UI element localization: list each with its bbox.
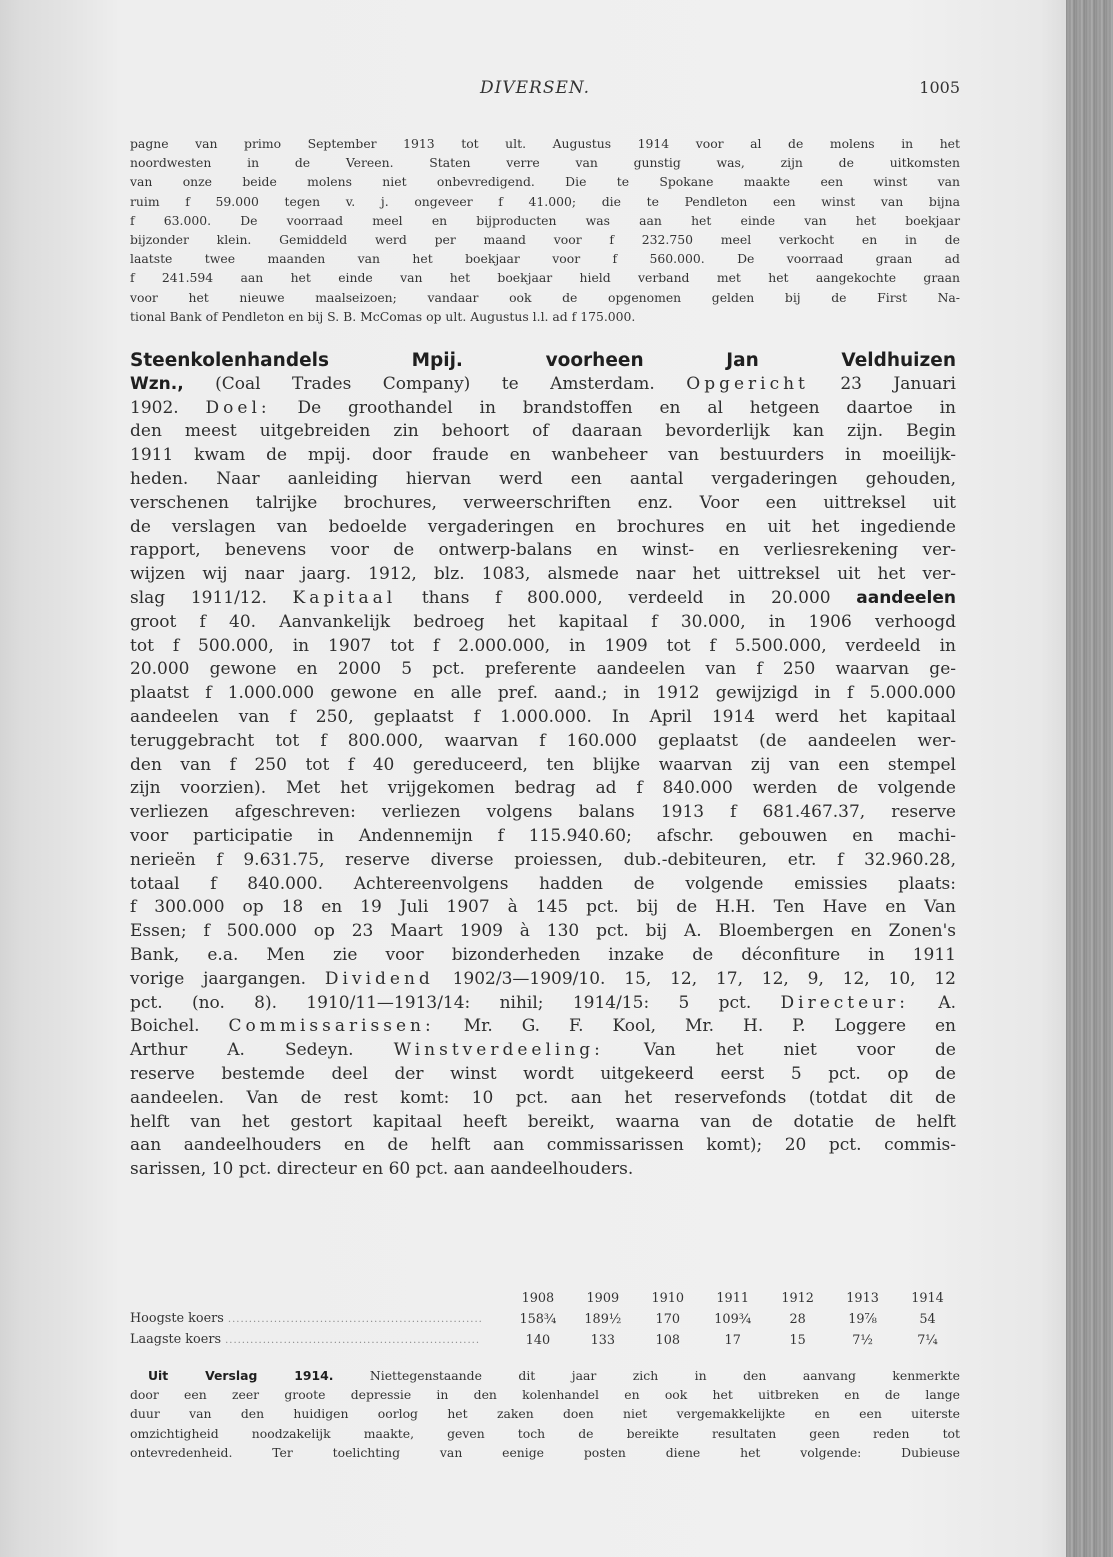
koers-table xyxy=(130,1289,960,1351)
table-cell: 15 xyxy=(789,1332,806,1348)
year-header: 1913 xyxy=(846,1291,879,1306)
doel-label: Doel: xyxy=(205,397,271,418)
text-line: wijzen wij naar jaarg. 1912, blz. 1083, alsmede naar het uittreksel uit het ver- xyxy=(130,564,956,585)
text-line: door een zeer groote depressie in den kolenhandel en ook het uitbreken en de lange xyxy=(130,1387,960,1403)
company-entry xyxy=(130,349,956,1182)
table-cell: 19⅞ xyxy=(848,1311,877,1327)
text-line: den meest uitgebreiden zin behoort of daaraan bevorderlijk kan zijn. Begin xyxy=(130,421,956,442)
text-line: Uit Verslag 1914. Niettegenstaande dit jaar zich in den aanvang kenmerkte xyxy=(148,1368,960,1383)
page-header xyxy=(130,78,960,102)
text-line: teruggebracht tot f 800.000, waarvan f 160.000 geplaatst (de aandeelen wer- xyxy=(130,730,956,751)
verslag-title: Uit Verslag 1914. xyxy=(148,1368,334,1383)
company-name-heading xyxy=(130,349,956,373)
text-line: de verslagen van bedoelde vergaderingen en brochures en uit het ingediende xyxy=(130,516,956,537)
text-line: 1902. Doel: De groothandel in brandstoffen en al hetgeen daartoe in xyxy=(130,397,956,418)
intro-paragraph xyxy=(130,134,960,326)
kapitaal-label: Kapitaal xyxy=(292,587,397,608)
text-line: f 63.000. De voorraad meel en bijproducten was aan het einde van het boekjaar xyxy=(130,212,960,228)
row-label: Laagste koers xyxy=(130,1332,222,1347)
table-cell: 17 xyxy=(724,1332,741,1348)
text-line: vorige jaargangen. Dividend 1902/3—1909/10. 15, 12, 17, 12, 9, 12, 10, 12 xyxy=(130,968,956,989)
row-label: Hoogste koers xyxy=(130,1311,224,1326)
text-line: pct. (no. 8). 1910/11—1913/14: nihil; 1914/15: 5 pct. Directeur: A. xyxy=(130,992,956,1013)
text-line: omzichtigheid noodzakelijk maakte, geven toch de bereikte resultaten geen reden tot xyxy=(130,1425,960,1441)
year-header: 1914 xyxy=(911,1291,944,1306)
running-title: DIVERSEN. xyxy=(480,78,591,98)
text-line: 20.000 gewone en 2000 5 pct. preferente aandeelen van f 250 waarvan ge- xyxy=(130,659,956,680)
text-line: den van f 250 tot f 40 gereduceerd, ten blijke waarvan zij van een stempel xyxy=(130,754,956,775)
table-cell: 28 xyxy=(789,1311,806,1327)
opgericht-label: Opgericht xyxy=(686,373,809,394)
company-name-suffix: Wzn., xyxy=(130,373,184,394)
company-name: Steenkolenhandels Mpij. voorheen Jan Veldhuizen xyxy=(130,350,956,371)
verslag-paragraph xyxy=(130,1366,960,1462)
text-line: f 241.594 aan het einde van het boekjaar hield verband met het aangekochte graan xyxy=(130,270,960,286)
aandeelen-bold: aandeelen xyxy=(856,587,956,608)
text-line: heden. Naar aanleiding hiervan werd een aantal vergaderingen gehouden, xyxy=(130,468,956,489)
text-line: verschenen talrijke brochures, verweerschriften enz. Voor een uittreksel uit xyxy=(130,492,956,513)
text-line: aan aandeelhouders en de helft aan commissarissen komt); 20 pct. commis- xyxy=(130,1135,956,1156)
text-line: bijzonder klein. Gemiddeld werd per maand voor f 232.750 meel verkocht en in de xyxy=(130,232,960,248)
text-line: Bank, e.a. Men zie voor bizonderheden inzake de déconfiture in 1911 xyxy=(130,944,956,965)
dividend-label: Dividend xyxy=(324,968,434,989)
text-line: 1911 kwam de mpij. door fraude en wanbeheer van bestuurders in moeilijk- xyxy=(130,445,956,466)
leader-dots: ............................................................. xyxy=(227,1314,483,1325)
table-cell: 140 xyxy=(525,1332,551,1348)
text-line: Boichel. Commissarissen: Mr. G. F. Kool, Mr. H. P. Loggere en xyxy=(130,1016,956,1037)
table-cell: 108 xyxy=(655,1332,680,1348)
text-line: ruim f 59.000 tegen v. j. ongeveer f 41.000; die te Pendleton een winst van bijna xyxy=(130,193,960,209)
text-line: totaal f 840.000. Achtereenvolgens hadden de volgende emissies plaats: xyxy=(130,873,956,894)
year-header: 1910 xyxy=(651,1291,685,1306)
text-line: sarissen, 10 pct. directeur en 60 pct. aan aandeelhouders. xyxy=(130,1159,634,1180)
text-line: slag 1911/12. Kapitaal thans f 800.000, verdeeld in 20.000 aandeelen xyxy=(130,587,956,608)
text-line: aandeelen. Van de rest komt: 10 pct. aan het reservefonds (totdat dit de xyxy=(130,1087,956,1108)
text-line: Arthur A. Sedeyn. Winstverdeeling: Van het niet voor de xyxy=(130,1040,956,1061)
text-line: aandeelen van f 250, geplaatst f 1.000.000. In April 1914 werd het kapitaal xyxy=(130,706,956,727)
text-line: verliezen afgeschreven: verliezen volgens balans 1913 f 681.467.37, reserve xyxy=(130,802,956,823)
text-line: noordwesten in de Vereen. Staten verre van gunstig was, zijn de uitkomsten xyxy=(130,155,960,171)
page-number: 1005 xyxy=(919,78,960,97)
table-row xyxy=(130,1330,960,1351)
table-row xyxy=(130,1309,960,1330)
text-line: tot f 500.000, in 1907 tot f 2.000.000, in 1909 tot f 5.500.000, verdeeld in xyxy=(130,635,956,656)
text-line: Essen; f 500.000 op 23 Maart 1909 à 130 pct. bij A. Bloembergen en Zonen's xyxy=(130,921,956,942)
directeur-label: Directeur: xyxy=(780,992,910,1013)
year-header: 1911 xyxy=(716,1291,749,1306)
text-line: voor participatie in Andennemijn f 115.940.60; afschr. gebouwen en machi- xyxy=(130,825,956,846)
text-line: Wzn., (Coal Trades Company) te Amsterdam. Opgericht 23 Januari xyxy=(130,373,956,394)
text-line: f 300.000 op 18 en 19 Juli 1907 à 145 pct. bij de H.H. Ten Have en Van xyxy=(130,897,956,918)
text-line: plaatst f 1.000.000 gewone en alle pref. aand.; in 1912 gewijzigd in f 5.000.000 xyxy=(130,683,956,704)
table-cell: 158¾ xyxy=(519,1311,557,1327)
table-cell: 54 xyxy=(919,1311,936,1327)
leader-dots: ............................................................. xyxy=(225,1335,480,1346)
table-header-row xyxy=(130,1289,960,1309)
year-header: 1909 xyxy=(586,1291,620,1306)
text-line: nerieën f 9.631.75, reserve diverse proiessen, dub.-debiteuren, etr. f 32.960.28, xyxy=(130,849,956,870)
table-cell: 109¾ xyxy=(714,1311,752,1327)
book-edge xyxy=(1066,0,1113,1557)
year-header: 1908 xyxy=(521,1291,555,1306)
table-cell: 7¼ xyxy=(917,1332,938,1348)
text-line: pagne van primo September 1913 tot ult. Augustus 1914 voor al de molens in het xyxy=(130,136,960,151)
text-line: laatste twee maanden van het boekjaar voor f 560.000. De voorraad graan ad xyxy=(130,251,960,267)
text-line: groot f 40. Aanvankelijk bedroeg het kapitaal f 30.000, in 1906 verhoogd xyxy=(130,611,956,632)
text-line: voor het nieuwe maalseizoen; vandaar ook de opgenomen gelden bij de First Na- xyxy=(130,289,960,305)
winstverdeeling-label: Winstverdeeling: xyxy=(393,1040,604,1061)
text-line: rapport, benevens voor de ontwerp-balans en winst- en verliesrekening ver- xyxy=(130,540,956,561)
year-header: 1912 xyxy=(781,1291,814,1306)
text-line: van onze beide molens niet onbevredigend. Die te Spokane maakte een winst van xyxy=(130,174,960,190)
text-line: zijn voorzien). Met het vrijgekomen bedrag ad f 840.000 werden de volgende xyxy=(130,778,956,799)
text-line: duur van den huidigen oorlog het zaken doen niet vergemakkelijkte en een uiterste xyxy=(130,1406,960,1422)
table-cell: 170 xyxy=(655,1311,680,1327)
table-cell: 133 xyxy=(590,1332,616,1348)
text-line: reserve bestemde deel der winst wordt uitgekeerd eerst 5 pct. op de xyxy=(130,1063,956,1084)
text-line: ontevredenheid. Ter toelichting van eenige posten diene het volgende: Dubieuse xyxy=(130,1444,960,1460)
text-line: helft van het gestort kapitaal heeft bereikt, waarna van de dotatie de helft xyxy=(130,1111,956,1132)
table-cell: 7½ xyxy=(852,1332,873,1348)
text-line: tional Bank of Pendleton en bij S. B. McComas op ult. Augustus l.l. ad f 175.000. xyxy=(130,308,636,324)
table-cell: 189½ xyxy=(584,1311,622,1327)
commissarissen-label: Commissarissen: xyxy=(228,1016,435,1037)
